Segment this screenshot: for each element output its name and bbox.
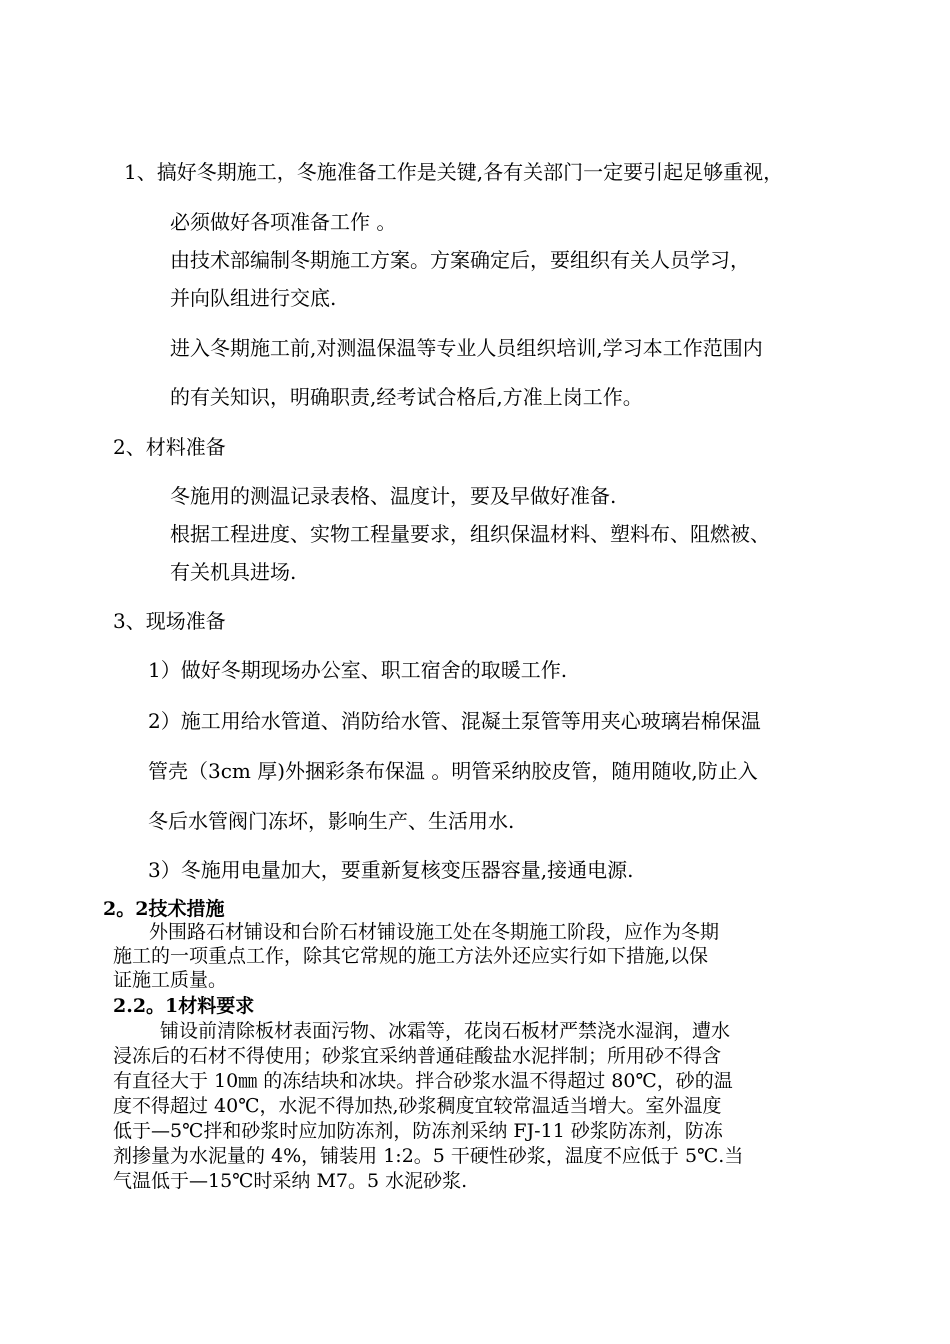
section3-line-4: 冬后水管阀门冻坏，影响生产、生活用水. — [148, 809, 515, 833]
section221-heading: 2.2。1材料要求 — [113, 995, 255, 1017]
section2-line-2: 根据工程进度、实物工程量要求，组织保温材料、塑料布、阻燃被、 — [170, 522, 770, 546]
section2-line-1: 冬施用的测温记录表格、温度计，要及早做好准备. — [170, 484, 617, 508]
section221-line-3: 有直径大于 10㎜ 的冻结块和冰块。拌合砂浆水温不得超过 80℃，砂的温 — [113, 1070, 733, 1092]
section2-heading: 2、材料准备 — [113, 435, 226, 459]
section221-line-4: 度不得超过 40℃，水泥不得加热,砂浆稠度宜较常温适当增大。室外温度 — [113, 1095, 722, 1117]
section1-line-3: 并向队组进行交底. — [170, 286, 337, 310]
section3-line-5: 3）冬施用电量加大，要重新复核变压器容量,接通电源. — [148, 858, 634, 882]
section1-line-2: 由技术部编制冬期施工方案。方案确定后，要组织有关人员学习， — [170, 248, 750, 272]
section1-line-4: 进入冬期施工前,对测温保温等专业人员组织培训,学习本工作范围内 — [170, 336, 763, 360]
section3-heading: 3、现场准备 — [113, 609, 226, 633]
section221-line-1: 铺设前清除板材表面污物、冰霜等，花岗石板材严禁浇水湿润，遭水 — [160, 1020, 731, 1042]
section221-line-2: 浸冻后的石材不得使用；砂浆宜采纳普通硅酸盐水泥拌制；所用砂不得含 — [113, 1045, 722, 1067]
section221-line-5: 低于—5℃拌和砂浆时应加防冻剂，防冻剂采纳 FJ-11 砂浆防冻剂，防冻 — [113, 1120, 723, 1142]
section1-line-1: 必须做好各项准备工作 。 — [170, 210, 397, 234]
section22-heading: 2。2技术措施 — [103, 898, 225, 920]
section221-line-6: 剂掺量为水泥量的 4%，铺装用 1:2。5 干硬性砂浆，温度不应低于 5℃.当 — [113, 1145, 744, 1167]
section1-heading: 1、搞好冬期施工，冬施准备工作是关键,各有关部门一定要引起足够重视， — [124, 160, 784, 184]
section3-line-1: 1）做好冬期现场办公室、职工宿舍的取暖工作. — [148, 658, 568, 682]
section22-line-1: 外围路石材铺设和台阶石材铺设施工处在冬期施工阶段，应作为冬期 — [149, 921, 720, 943]
section22-line-3: 证施工质量。 — [113, 969, 228, 991]
section1-line-5: 的有关知识，明确职责,经考试合格后,方准上岗工作。 — [170, 385, 643, 409]
section221-line-7: 气温低于—15℃时采纳 M7。5 水泥砂浆. — [113, 1170, 468, 1192]
section22-line-2: 施工的一项重点工作，除其它常规的施工方法外还应实行如下措施,以保 — [113, 945, 709, 967]
section3-line-2: 2）施工用给水管道、消防给水管、混凝土泵管等用夹心玻璃岩棉保温 — [148, 709, 761, 733]
section2-line-3: 有关机具进场. — [170, 560, 297, 584]
section3-line-3: 管壳（3cm 厚)外捆彩条布保温 。明管采纳胶皮管，随用随收,防止入 — [148, 759, 758, 783]
